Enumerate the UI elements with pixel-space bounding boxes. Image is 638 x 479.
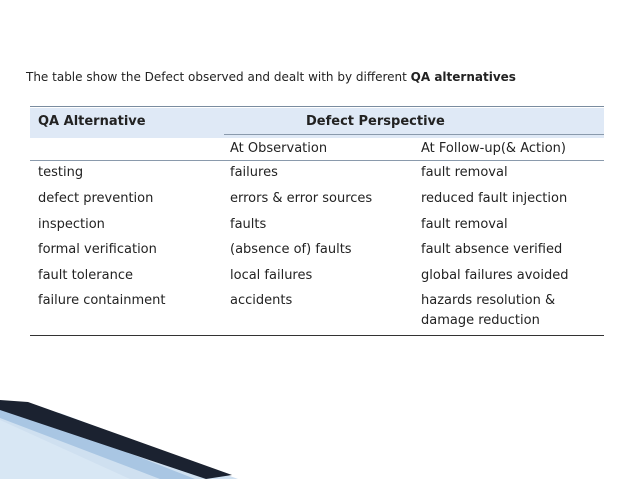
qa-alternative-cell: fault tolerance — [38, 268, 133, 283]
table-top-rule — [30, 106, 604, 107]
qa-alternative-cell: defect prevention — [38, 191, 154, 206]
observation-cell: failures — [230, 165, 278, 180]
qa-alternative-header: QA Alternative — [38, 114, 146, 129]
observation-cell: accidents — [230, 293, 293, 308]
caption-text: The table show the Defect observed and dealt with by different — [26, 70, 411, 84]
follow-up-cell: hazards resolution & — [421, 293, 556, 308]
at-follow-up-header: At Follow-up(& Action) — [421, 141, 566, 156]
follow-up-cell: fault removal — [421, 165, 508, 180]
qa-alternative-cell: formal verification — [38, 242, 157, 257]
table-bottom-rule — [30, 335, 604, 336]
subheader-rule — [224, 134, 604, 135]
follow-up-cell: fault absence verified — [421, 242, 563, 257]
follow-up-cell-continued: damage reduction — [421, 313, 540, 328]
caption-bold-text: QA alternatives — [410, 70, 516, 84]
qa-alternative-cell: failure containment — [38, 293, 166, 308]
observation-cell: faults — [230, 217, 267, 232]
follow-up-cell: fault removal — [421, 217, 508, 232]
observation-cell: errors & error sources — [230, 191, 373, 206]
defect-perspective-header: Defect Perspective — [306, 114, 445, 129]
follow-up-cell: reduced fault injection — [421, 191, 568, 206]
observation-cell: (absence of) faults — [230, 242, 352, 257]
table-caption — [26, 70, 516, 84]
qa-alternative-cell: testing — [38, 165, 84, 180]
observation-cell: local failures — [230, 268, 313, 283]
qa-alternative-cell: inspection — [38, 217, 105, 232]
follow-up-cell: global failures avoided — [421, 268, 569, 283]
at-observation-header: At Observation — [230, 141, 328, 156]
header-bottom-rule — [30, 160, 604, 161]
